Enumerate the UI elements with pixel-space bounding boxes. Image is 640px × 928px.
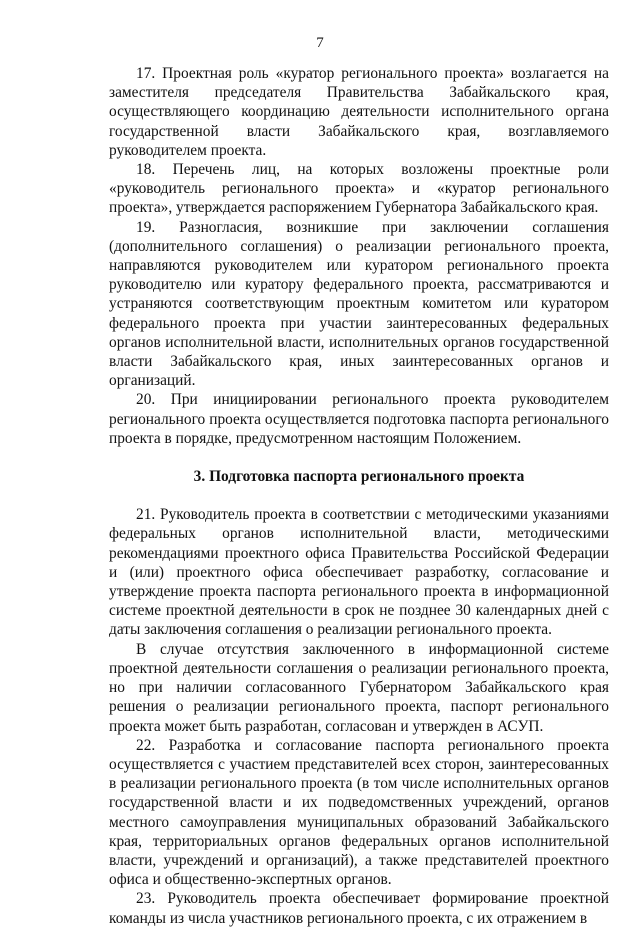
- section-heading: 3. Подготовка паспорта регионального проекта: [193, 468, 525, 486]
- paragraph-21: 21. Руководитель проекта в соответствии с методическими указаниями федеральных органов исполнительной власти, методическими рекомендациями проектного офиса Правительства Российской Федерации и (или) проектного офиса обеспечивает разработку, согласование и утверждение проекта паспорта регионального проекта в информационной системе проектной деятельности в срок не позднее 30 календарных дней с даты заключения соглашения о реализации регионального проекта.: [109, 506, 609, 639]
- paragraph-19: 19. Разногласия, возникшие при заключении соглашения (дополнительного соглашения) о реализации регионального проекта, направляются руководителем или куратором регионального проекта руководителю или куратору федерального проекта, рассматриваются и устраняются соответствующим проектным комитетом или куратором федерального проекта при участии заинтересованных федеральных органов исполнительной власти, исполнительных органов государственной власти Забайкальского края, иных заинтересованных органов и организаций.: [109, 218, 609, 390]
- paragraph-21-continued: В случае отсутствия заключенного в информационной системе проектной деятельности соглашения о реализации регионального проекта, но при наличии согласованного Губернатором Забайкальского края решения о реализации регионального проекта, паспорт регионального проекта может быть разработан, согласован и утвержден в АСУП.: [109, 640, 609, 735]
- paragraph-18: 18. Перечень лиц, на которых возложены проектные роли «руководитель регионального проекта» и «куратор регионального проекта», утверждается распоряжением Губернатора Забайкальского края.: [109, 161, 609, 217]
- paragraph-23: 23. Руководитель проекта обеспечивает формирование проектной команды из числа участников регионального проекта, с их отражением в: [109, 890, 609, 927]
- paragraph-17: 17. Проектная роль «куратор регионального проекта» возлагается на заместителя председателя Правительства Забайкальского края, осуществляющего координацию деятельности исполнительного органа государственной власти Забайкальского края, возглавляемого руководителем проекта.: [109, 65, 609, 159]
- page-number: 7: [316, 35, 324, 51]
- paragraph-22: 22. Разработка и согласование паспорта регионального проекта осуществляется с участием представителей всех сторон, заинтересованных в реализации регионального проекта (в том числе исполнительных органов государственной власти и их подведомственных учреждений, органов местного самоуправления муниципальных образований Забайкальского края, территориальных органов федеральных органов исполнительной власти, учреждений и организаций), а также представителей проектного офиса и общественно-экспертных органов.: [109, 736, 609, 889]
- paragraph-20: 20. При инициировании регионального проекта руководителем регионального проекта осуществляется подготовка паспорта регионального проекта в порядке, предусмотренном настоящим Положением.: [109, 391, 609, 447]
- document-body: [109, 64, 609, 928]
